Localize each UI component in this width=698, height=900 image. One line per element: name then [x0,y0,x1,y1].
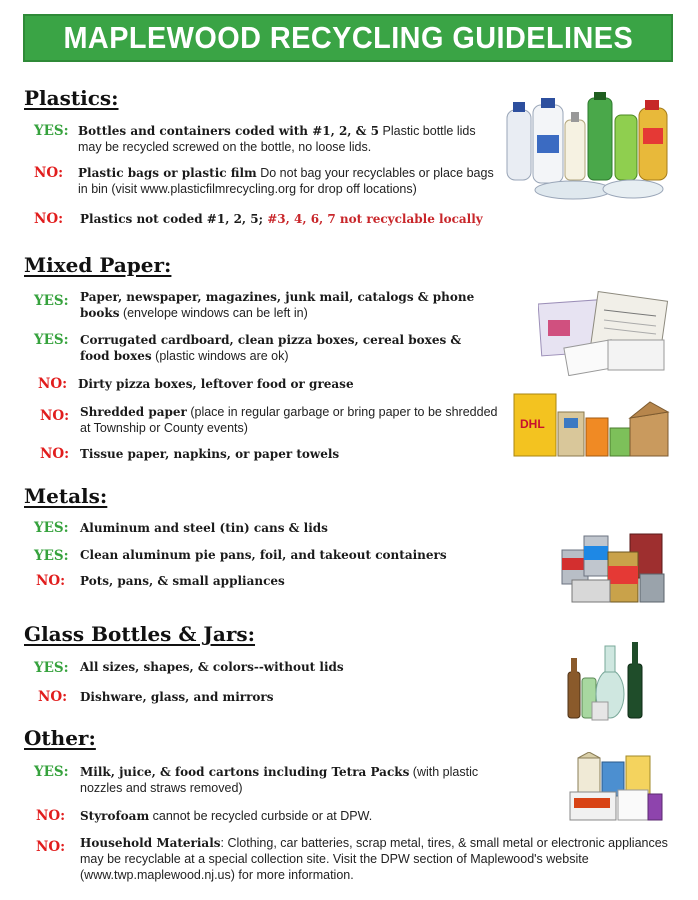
section-heading-plastics: Plastics: [24,86,119,110]
glass-item-1 [34,659,494,676]
section-heading-other: Other: [24,726,96,750]
no-tag: NO: [36,808,66,824]
item-text: Styrofoam cannot be recycled curbside or at DPW. [80,809,373,823]
no-tag: NO: [34,165,64,181]
item-text: Pots, pans, & small appliances [80,574,285,588]
page-title: MAPLEWOOD RECYCLING GUIDELINES [63,20,633,55]
paper-item-4 [40,404,510,436]
item-text: Plastics not coded #1, 2, 5; #3, 4, 6, 7 not recyclable locally [80,212,483,226]
metal-cans-photo [558,530,668,606]
glass-bottles-photo [562,632,650,724]
paper-item-3 [38,376,498,392]
glass-item-2 [38,689,498,705]
no-tag: NO: [36,573,66,589]
item-text: Household Materials: Clothing, car batteries, scrap metal, tires, & small metal or electronic appliances may be recyclable at a special collection site. Visit the DPW section of Maplewood's website (www.twp.maplewood.nj.us) for more information. [80,836,668,882]
title-banner [23,14,673,62]
svg-text:DHL: DHL [520,417,545,431]
yes-tag: YES: [34,660,69,676]
no-tag: NO: [38,376,68,392]
plastics-item-2 [34,165,494,197]
section-heading-metals: Metals: [24,484,108,508]
item-text: Aluminum and steel (tin) cans & lids [80,521,328,535]
yes-tag: YES: [34,520,69,536]
item-text: All sizes, shapes, & colors--without lids [80,660,344,674]
other-item-2 [36,808,496,824]
item-text: Shredded paper (place in regular garbage or bring paper to be shredded at Township or County events) [80,405,498,435]
metals-item-2 [34,547,514,564]
section-heading-mixed-paper: Mixed Paper: [24,253,172,277]
other-item-1 [34,764,504,796]
no-tag: NO: [38,689,68,705]
item-text: Milk, juice, & food cartons including Tetra Packs (with plastic nozzles and straws removed) [80,765,479,795]
no-tag: NO: [34,211,64,227]
cartons-photo [566,752,666,824]
food-boxes-photo [512,388,672,460]
metals-item-3 [36,573,496,589]
metals-item-1 [34,520,494,536]
section-heading-glass: Glass Bottles & Jars: [24,622,256,646]
paper-item-5 [40,446,500,462]
item-text: Dishware, glass, and mirrors [80,690,274,704]
item-text: Bottles and containers coded with #1, 2, & 5 Plastic bottle lids may be recycled screwed on the bottle, no loose lids. [78,124,476,154]
plastics-item-1 [34,123,494,155]
yes-tag: YES: [34,123,69,139]
item-text: Corrugated cardboard, clean pizza boxes, cereal boxes & food boxes (plastic windows are ok) [80,333,462,363]
yes-tag: YES: [34,332,69,348]
item-text: Plastic bags or plastic film Do not bag your recyclables or place bags in bin (visit www.plasticfilmrecycling.org for drop off locations) [78,166,494,196]
item-text: Dirty pizza boxes, leftover food or grease [78,377,354,391]
no-tag: NO: [40,446,70,462]
paper-item-1 [34,289,494,321]
item-text: Tissue paper, napkins, or paper towels [80,447,340,461]
no-tag: NO: [40,408,70,424]
yes-tag: YES: [34,764,69,780]
yes-tag: YES: [34,548,69,564]
item-text: Clean aluminum pie pans, foil, and takeout containers [80,548,447,562]
paper-item-2 [34,332,494,364]
plastic-bottles-photo [503,90,673,202]
newspapers-mail-photo [538,290,670,376]
item-text: Paper, newspaper, magazines, junk mail, catalogs & phone books (envelope windows can be left in) [80,290,475,320]
no-tag: NO: [36,839,66,855]
other-item-3 [36,835,676,883]
yes-tag: YES: [34,293,69,309]
plastics-item-3 [34,211,504,227]
